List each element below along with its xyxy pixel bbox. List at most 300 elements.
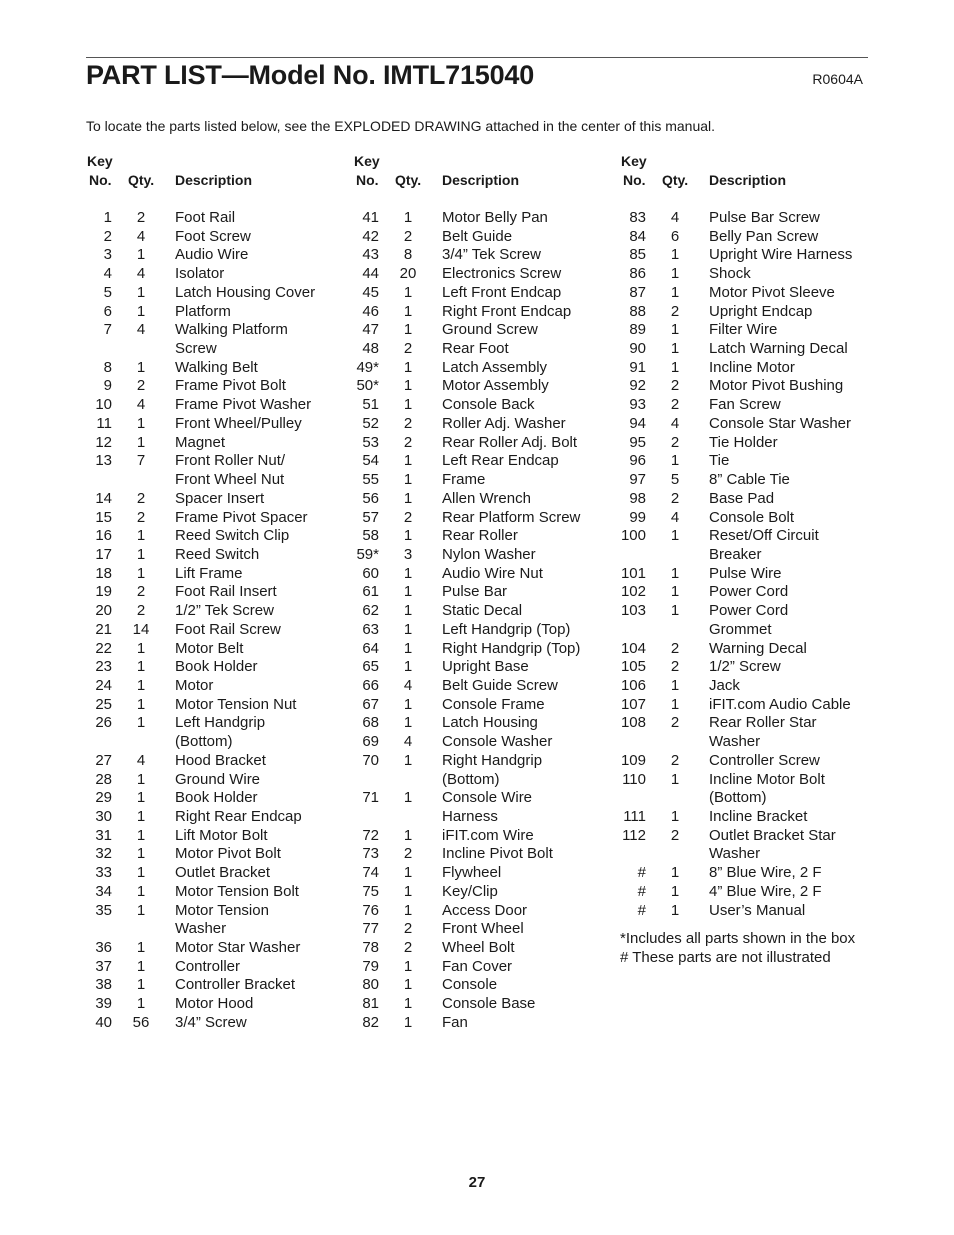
part-key-number: 109 [620, 751, 646, 769]
part-row [86, 415, 356, 434]
part-description: Controller Screw [709, 751, 820, 769]
part-row [86, 845, 356, 864]
part-row [353, 1014, 623, 1033]
part-key-number: 99 [629, 508, 646, 526]
part-key-number: 105 [620, 658, 646, 676]
part-key-number: 82 [362, 1013, 379, 1031]
part-description: Screw [175, 340, 217, 358]
part-quantity: 1 [403, 302, 413, 320]
part-row [620, 771, 890, 790]
part-key-number: 23 [95, 658, 112, 676]
part-quantity: 2 [670, 396, 680, 414]
part-description: Breaker [709, 545, 762, 563]
part-row [86, 565, 356, 584]
part-description: Motor Hood [175, 995, 254, 1013]
part-row [86, 527, 356, 546]
part-quantity: 2 [670, 714, 680, 732]
part-description: Walking Platform [175, 321, 288, 339]
part-description: Incline Pivot Bolt [442, 845, 553, 863]
part-row [353, 958, 623, 977]
part-description: Front Roller Nut/ [175, 452, 286, 470]
part-row [620, 452, 890, 471]
header-key: Key [354, 153, 380, 169]
part-key-number: 61 [362, 583, 379, 601]
part-description: Belt Guide Screw [442, 676, 558, 694]
part-row [620, 677, 890, 696]
part-quantity: 7 [136, 452, 146, 470]
part-row [620, 471, 890, 490]
part-row [86, 303, 356, 322]
part-quantity: 1 [403, 620, 413, 638]
part-row [620, 265, 890, 284]
part-key-number: 7 [103, 321, 112, 339]
part-description: Latch Housing Cover [175, 283, 316, 301]
part-quantity: 1 [670, 321, 680, 339]
part-row [620, 284, 890, 303]
part-quantity: 1 [403, 957, 413, 975]
part-key-number: 79 [362, 957, 379, 975]
part-key-number: 4 [103, 265, 112, 283]
part-description: Motor Tension Nut [175, 695, 297, 713]
part-description: Hood Bracket [175, 751, 266, 769]
part-key-number: 104 [620, 639, 646, 657]
part-description: Ground Screw [442, 321, 538, 339]
part-description: Wheel Bolt [442, 939, 515, 957]
part-description: Motor Tension [175, 901, 269, 919]
part-description: Outlet Bracket Star [709, 826, 836, 844]
part-row [86, 789, 356, 808]
part-quantity: 1 [670, 770, 680, 788]
part-description: Pulse Bar [442, 583, 508, 601]
part-quantity: 2 [670, 658, 680, 676]
part-key-number: 35 [95, 901, 112, 919]
part-quantity: 4 [136, 396, 146, 414]
part-quantity: 1 [136, 564, 146, 582]
part-key-number: 92 [629, 377, 646, 395]
part-description: Console Washer [442, 733, 553, 751]
part-row [620, 714, 890, 733]
part-description: Frame Pivot Bolt [175, 377, 286, 395]
part-quantity: 1 [670, 583, 680, 601]
part-key-number: 10 [95, 396, 112, 414]
part-quantity: 1 [403, 639, 413, 657]
part-description: Console Star Washer [709, 414, 852, 432]
part-key-number: 53 [362, 433, 379, 451]
part-key-number: 76 [362, 901, 379, 919]
part-quantity: 1 [403, 283, 413, 301]
part-quantity: 4 [670, 209, 680, 226]
part-key-number: 111 [623, 808, 646, 825]
part-description: Book Holder [175, 658, 258, 676]
header-key: Key [621, 153, 647, 169]
part-row [86, 434, 356, 453]
part-description: Motor [175, 676, 214, 694]
part-description: (Bottom) [175, 733, 233, 751]
part-quantity: 20 [399, 265, 417, 283]
part-key-number: 34 [95, 882, 112, 900]
part-quantity: 1 [136, 246, 146, 264]
part-row [353, 808, 623, 827]
part-quantity: 1 [403, 209, 413, 226]
part-description: Right Rear Endcap [175, 808, 302, 825]
part-row [86, 696, 356, 715]
part-quantity: 1 [670, 676, 680, 694]
part-row [620, 845, 890, 864]
part-quantity: 1 [136, 639, 146, 657]
column-header [353, 153, 623, 191]
part-description: Controller [175, 957, 241, 975]
part-description: Electronics Screw [442, 265, 562, 283]
part-description: Console [442, 976, 498, 994]
part-key-number: 93 [629, 396, 646, 414]
part-row [86, 864, 356, 883]
part-key-number: 13 [95, 452, 112, 470]
part-description: iFIT.com Audio Cable [709, 695, 851, 713]
part-description: Foot Rail [175, 209, 236, 226]
part-row [353, 265, 623, 284]
part-row [620, 527, 890, 546]
part-row [620, 209, 890, 228]
part-row [353, 303, 623, 322]
part-row [86, 359, 356, 378]
part-key-number: 74 [362, 864, 379, 882]
part-row [353, 527, 623, 546]
part-key-number: 100 [620, 527, 646, 545]
part-description: Platform [175, 302, 231, 320]
part-row [86, 714, 356, 733]
part-key-number: 58 [362, 527, 379, 545]
part-description: Jack [709, 676, 740, 694]
part-quantity: 1 [136, 545, 146, 563]
part-key-number: 66 [362, 676, 379, 694]
part-row [620, 640, 890, 659]
part-description: 8” Blue Wire, 2 F [709, 864, 822, 882]
part-key-number: 19 [95, 583, 112, 601]
part-row [86, 902, 356, 921]
part-row [353, 546, 623, 565]
part-row [353, 677, 623, 696]
part-quantity: 1 [136, 433, 146, 451]
document-code: R0604A [812, 71, 863, 87]
part-key-number: 65 [362, 658, 379, 676]
part-key-number: 78 [362, 939, 379, 957]
part-row [353, 583, 623, 602]
part-quantity: 1 [403, 564, 413, 582]
part-description: Belly Pan Screw [709, 227, 819, 245]
part-quantity: 1 [670, 602, 680, 620]
part-description: Washer [709, 845, 761, 863]
part-quantity: 2 [670, 433, 680, 451]
part-description: Incline Motor Bolt [709, 770, 825, 788]
part-quantity: 1 [670, 340, 680, 358]
part-quantity: 1 [136, 302, 146, 320]
part-description: Walking Belt [175, 358, 258, 376]
part-description: Latch Housing [442, 714, 538, 732]
part-key-number: 108 [620, 714, 646, 732]
part-key-number: 64 [362, 639, 379, 657]
part-quantity: 5 [670, 471, 680, 489]
part-quantity: 1 [670, 283, 680, 301]
part-description: Rear Roller Star [709, 714, 817, 732]
part-description: Upright Endcap [709, 302, 813, 320]
part-row [353, 377, 623, 396]
part-key-number: 96 [629, 452, 646, 470]
part-description: Left Rear Endcap [442, 452, 559, 470]
part-description: Motor Pivot Bolt [175, 845, 281, 863]
part-description: Roller Adj. Washer [442, 414, 566, 432]
part-description: Latch Warning Decal [709, 340, 848, 358]
part-row [86, 658, 356, 677]
part-quantity: 1 [670, 358, 680, 376]
part-key-number: 72 [362, 826, 379, 844]
part-description: Fan Cover [442, 957, 513, 975]
part-quantity: 1 [403, 396, 413, 414]
part-row [353, 771, 623, 790]
part-quantity: 2 [403, 433, 413, 451]
part-row [353, 902, 623, 921]
part-quantity: 3 [403, 545, 413, 563]
part-quantity: 1 [670, 246, 680, 264]
header-no: No. [89, 172, 112, 188]
part-row [86, 939, 356, 958]
part-row [86, 808, 356, 827]
part-description: User’s Manual [709, 901, 806, 919]
part-description: Left Front Endcap [442, 283, 562, 301]
part-key-number: 51 [362, 396, 379, 414]
part-description: Console Wire [442, 789, 533, 807]
part-quantity: 2 [670, 489, 680, 507]
part-key-number: 73 [362, 845, 379, 863]
footnotes [620, 930, 855, 967]
part-key-number: 29 [95, 789, 112, 807]
part-key-number: 47 [362, 321, 379, 339]
part-row [620, 377, 890, 396]
part-key-number: 12 [95, 433, 112, 451]
part-row [353, 621, 623, 640]
part-description: Flywheel [442, 864, 502, 882]
part-quantity: 1 [136, 976, 146, 994]
part-description: Fan [442, 1013, 468, 1031]
part-row [620, 902, 890, 921]
part-key-number: 27 [95, 751, 112, 769]
part-row [353, 284, 623, 303]
part-description: Audio Wire Nut [442, 564, 543, 582]
header-qty: Qty. [395, 172, 422, 188]
part-quantity: 1 [136, 414, 146, 432]
header-description: Description [709, 172, 787, 188]
part-quantity: 4 [670, 414, 680, 432]
part-quantity: 1 [136, 957, 146, 975]
part-row [620, 733, 890, 752]
part-key-number: 83 [629, 209, 646, 226]
part-description: Pulse Bar Screw [709, 209, 820, 226]
part-description: Console Frame [442, 695, 545, 713]
part-key-number: 103 [620, 602, 646, 620]
part-quantity: 4 [136, 227, 146, 245]
header-qty: Qty. [662, 172, 689, 188]
part-key-number: 33 [95, 864, 112, 882]
part-row [353, 714, 623, 733]
part-key-number: 95 [629, 433, 646, 451]
part-key-number: # [637, 882, 646, 900]
part-row [86, 677, 356, 696]
part-row [86, 621, 356, 640]
part-key-number: 89 [629, 321, 646, 339]
part-key-number: 41 [362, 209, 379, 226]
part-quantity: 1 [136, 658, 146, 676]
part-quantity: 1 [670, 864, 680, 882]
part-description: Incline Motor [709, 358, 795, 376]
part-description: Harness [442, 808, 498, 825]
part-description: 4” Blue Wire, 2 F [709, 882, 822, 900]
part-row [353, 565, 623, 584]
part-row [86, 265, 356, 284]
part-row [353, 883, 623, 902]
part-quantity: 1 [670, 527, 680, 545]
part-quantity: 1 [136, 995, 146, 1013]
part-row [620, 340, 890, 359]
part-row [86, 976, 356, 995]
part-quantity: 4 [403, 733, 413, 751]
part-key-number: 87 [629, 283, 646, 301]
part-key-number: 45 [362, 283, 379, 301]
part-description: Front Wheel/Pulley [175, 414, 302, 432]
parts-column-1 [86, 153, 356, 1033]
part-key-number: 8 [103, 358, 112, 376]
part-key-number: 38 [95, 976, 112, 994]
part-key-number: 112 [622, 826, 646, 844]
part-quantity: 1 [403, 583, 413, 601]
part-key-number: 40 [95, 1013, 112, 1031]
part-quantity: 1 [403, 714, 413, 732]
part-description: Base Pad [709, 489, 775, 507]
part-description: 1/2” Tek Screw [175, 602, 274, 620]
part-quantity: 1 [403, 377, 413, 395]
part-quantity: 1 [403, 864, 413, 882]
part-quantity: 1 [403, 527, 413, 545]
intro-text: To locate the parts listed below, see the EXPLODED DRAWING attached in the center of this manual. [86, 118, 716, 134]
part-description: Spacer Insert [175, 489, 265, 507]
part-quantity: 1 [136, 939, 146, 957]
part-row [86, 246, 356, 265]
part-quantity: 2 [403, 414, 413, 432]
part-row [86, 509, 356, 528]
part-row [353, 434, 623, 453]
part-row [353, 602, 623, 621]
part-quantity: 1 [403, 658, 413, 676]
part-key-number: 24 [95, 676, 112, 694]
part-key-number: 20 [95, 602, 112, 620]
part-key-number: 31 [95, 826, 112, 844]
part-description: Foot Rail Insert [175, 583, 277, 601]
part-description: Motor Belt [175, 639, 244, 657]
part-key-number: 44 [362, 265, 379, 283]
part-quantity: 1 [403, 901, 413, 919]
part-row [353, 415, 623, 434]
part-description: Reed Switch [175, 545, 260, 563]
part-row [353, 340, 623, 359]
part-row [620, 509, 890, 528]
part-key-number: 97 [629, 471, 646, 489]
part-key-number: 39 [95, 995, 112, 1013]
part-row [86, 752, 356, 771]
part-row [353, 976, 623, 995]
part-row [86, 228, 356, 247]
part-key-number: 85 [629, 246, 646, 264]
part-row [86, 209, 356, 228]
part-row [620, 789, 890, 808]
part-key-number: 54 [362, 452, 379, 470]
part-quantity: 4 [136, 265, 146, 283]
part-quantity: 2 [136, 489, 146, 507]
part-description: Key/Clip [442, 882, 498, 900]
part-description: Frame Pivot Spacer [175, 508, 308, 526]
part-quantity: 1 [136, 714, 146, 732]
part-key-number: 36 [95, 939, 112, 957]
part-quantity: 1 [403, 471, 413, 489]
part-key-number: 91 [629, 358, 646, 376]
part-row [353, 359, 623, 378]
part-row [86, 958, 356, 977]
part-row [353, 789, 623, 808]
part-key-number: 25 [95, 695, 112, 713]
part-key-number: 48 [362, 340, 379, 358]
part-key-number: 32 [95, 845, 112, 863]
part-description: (Bottom) [442, 770, 500, 788]
top-rule [86, 57, 868, 58]
part-row [620, 583, 890, 602]
part-row [353, 396, 623, 415]
part-row [620, 246, 890, 265]
part-key-number: 86 [629, 265, 646, 283]
part-key-number: # [637, 901, 646, 919]
part-key-number: 52 [362, 414, 379, 432]
part-row [620, 864, 890, 883]
header-no: No. [356, 172, 379, 188]
part-description: Shock [709, 265, 751, 283]
part-row [86, 771, 356, 790]
part-row [353, 995, 623, 1014]
part-key-number: 62 [362, 602, 379, 620]
part-key-number: 70 [362, 751, 379, 769]
part-key-number: 57 [362, 508, 379, 526]
part-row [353, 658, 623, 677]
part-quantity: 2 [136, 602, 146, 620]
part-quantity: 2 [670, 751, 680, 769]
part-description: Motor Assembly [442, 377, 549, 395]
part-row [620, 415, 890, 434]
part-key-number: 90 [629, 340, 646, 358]
part-row [86, 377, 356, 396]
part-quantity: 1 [403, 489, 413, 507]
part-quantity: 4 [136, 321, 146, 339]
part-key-number: 69 [362, 733, 379, 751]
part-key-number: 60 [362, 564, 379, 582]
part-quantity: 2 [403, 508, 413, 526]
part-description: Motor Star Washer [175, 939, 301, 957]
part-row [353, 452, 623, 471]
part-key-number: 75 [362, 882, 379, 900]
part-row [353, 246, 623, 265]
part-row [353, 696, 623, 715]
part-description: Upright Base [442, 658, 529, 676]
part-key-number: 101 [620, 564, 646, 582]
part-quantity: 1 [670, 265, 680, 283]
part-quantity: 1 [670, 452, 680, 470]
part-description: Motor Pivot Sleeve [709, 283, 835, 301]
part-row [353, 752, 623, 771]
part-key-number: 110 [622, 770, 646, 788]
